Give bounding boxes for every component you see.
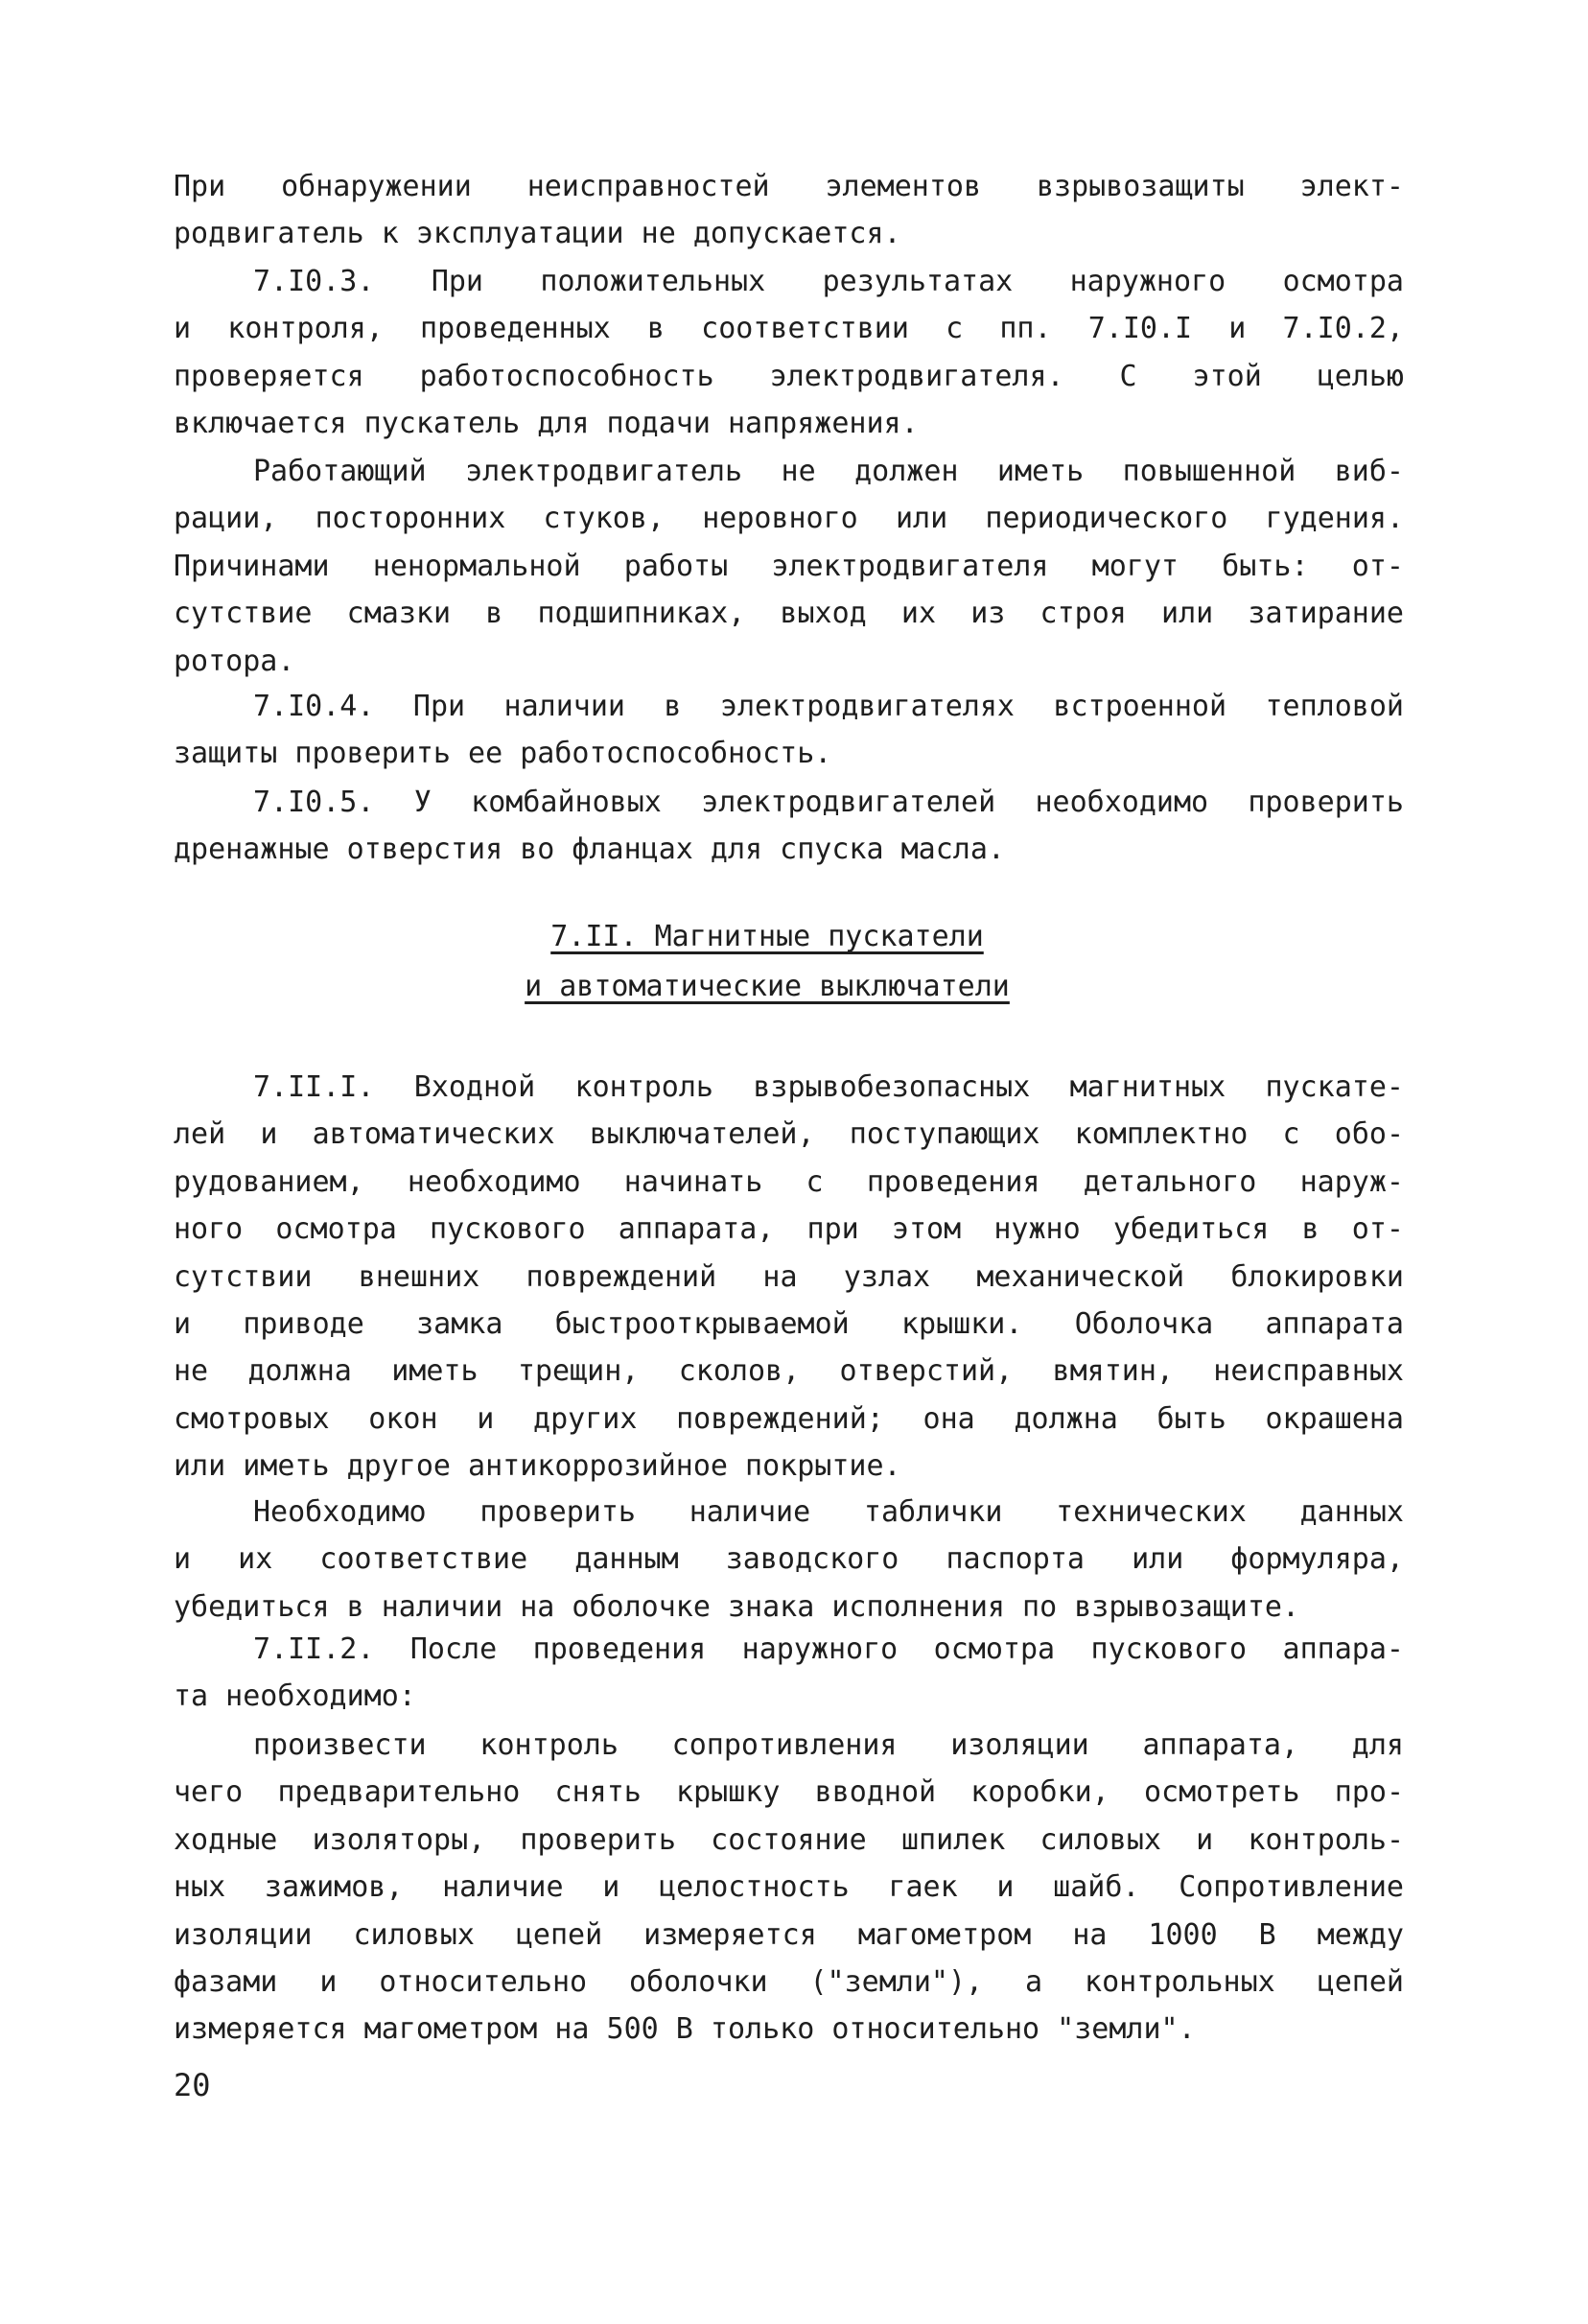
text-line: рации, посторонних стуков, неровного или периодического гудения. (174, 502, 1404, 536)
text-line: не должна иметь трещин, сколов, отверстий, вмятин, неисправных (174, 1354, 1404, 1389)
text-line: Причинами ненормальной работы электродвигателя могут быть: от- (174, 549, 1404, 583)
text-line: убедиться в наличии на оболочке знака исполнения по взрывозащите. (174, 1589, 1299, 1624)
text-line: ных зажимов, наличие и целостность гаек и шайб. Сопротивление (174, 1870, 1404, 1905)
text-line: При обнаружении неисправностей элементов взрывозащиты элект- (174, 170, 1404, 203)
paragraph-p2 (174, 258, 1404, 448)
paragraph-p4 (174, 683, 1404, 778)
text-line: Необходимо проверить наличие таблички технических данных (253, 1495, 1404, 1529)
text-line: ротора. (174, 644, 295, 678)
text-line: 7.I0.4. При наличии в электродвигателях встроенной тепловой (253, 690, 1404, 723)
text-line: рудованием, необходимо начинать с проведения детального наруж- (174, 1164, 1404, 1199)
paragraph-p6 (174, 1064, 1404, 1491)
paragraph-p7 (174, 1489, 1404, 1631)
paragraph-p9 (174, 1722, 1404, 2054)
section-heading (508, 913, 1026, 1013)
text-line: лей и автоматических выключателей, поступающих комплектно с обо- (174, 1117, 1404, 1152)
text-line: фазами и относительно оболочки ("земли"), а контрольных цепей (174, 1964, 1404, 1999)
text-line: 7.I0.3. При положительных результатах наружного осмотра (253, 265, 1404, 298)
paragraph-p1 (174, 163, 1404, 258)
heading-line: 7.II. Магнитные пускатели (550, 920, 984, 953)
paragraph-p8 (174, 1626, 1404, 1721)
text-line: произвести контроль сопротивления изоляции аппарата, для (253, 1728, 1404, 1762)
text-line: родвигатель к эксплуатации не допускается. (174, 217, 901, 251)
text-line: та необходимо: (174, 1679, 416, 1714)
text-line: измеряется магометром на 500 В только относительно "земли". (174, 2012, 1196, 2047)
text-line: или иметь другое антикоррозийное покрытие. (174, 1449, 901, 1484)
text-line: сутствии внешних повреждений на узлах механической блокировки (174, 1259, 1404, 1294)
paragraph-p5 (174, 779, 1404, 874)
text-line: сутствие смазки в подшипниках, выход их из строя или затирание (174, 597, 1404, 631)
text-line: и контроля, проведенных в соответствии с пп. 7.I0.I и 7.I0.2, (174, 312, 1404, 346)
paragraph-p3 (174, 448, 1404, 685)
text-line: чего предварительно снять крышку вводной коробки, осмотреть про- (174, 1775, 1404, 1810)
text-line: включается пускатель для подачи напряжения. (174, 407, 919, 441)
text-line: 7.II.I. Входной контроль взрывобезопасных магнитных пускате- (253, 1070, 1404, 1104)
heading-line: и автоматические выключатели (525, 970, 1010, 1003)
text-line: дренажные отверстия во фланцах для спуска масла. (174, 833, 1005, 867)
page-number: 20 (174, 2067, 211, 2103)
text-line: 7.II.2. После проведения наружного осмотра пускового аппара- (253, 1632, 1404, 1666)
text-line: ного осмотра пускового аппарата, при этом нужно убедиться в от- (174, 1212, 1404, 1247)
text-line: 7.I0.5. У комбайновых электродвигателей необходимо проверить (253, 786, 1404, 819)
text-line: смотровых окон и других повреждений; она должна быть окрашена (174, 1401, 1404, 1436)
text-line: изоляции силовых цепей измеряется магометром на 1000 В между (174, 1917, 1404, 1952)
text-line: Работающий электродвигатель не должен иметь повышенной виб- (253, 455, 1404, 488)
text-line: проверяется работоспособность электродвигателя. С этой целью (174, 359, 1404, 393)
text-line: и приводе замка быстрооткрываемой крышки. Оболочка аппарата (174, 1306, 1404, 1341)
text-line: защиты проверить ее работоспособность. (174, 737, 832, 771)
text-line: ходные изоляторы, проверить состояние шпилек силовых и контроль- (174, 1822, 1404, 1857)
text-line: и их соответствие данным заводского паспорта или формуляра, (174, 1542, 1404, 1577)
